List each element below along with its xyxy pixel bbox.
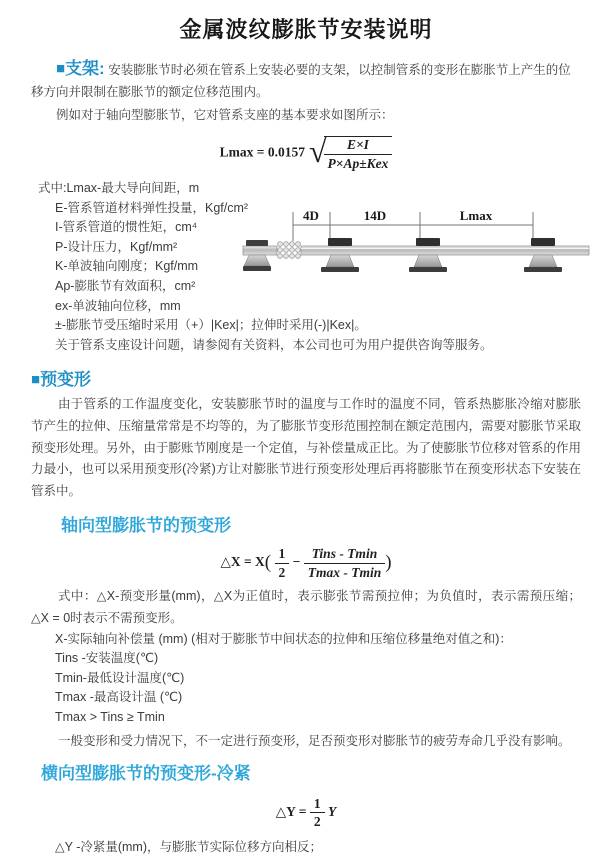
fraction-denominator: Tmax - Tmin — [307, 564, 382, 580]
preform-body-text: 由于管系的工作温度变化，安装膨胀节时的温度与工作时的温度不同，管系热膨胀冷缩对膨胀节产生的拉伸、压缩量常常是不均等的，为了膨胀节变形范围控制在额定范围内，需要对膨胀节采取预变形处理。另外，由于膨账节刚度是一个定值，与补偿量成正比。为了使膨胀节位移对管系的作用力最小，也可以采用预变形(冷紧)方让对膨胀节进行预变形处理后再将膨胀节在预变形状态下安装在管系中。 — [31, 397, 582, 498]
axial-explain-text: 式中：△X-预变形量(mm)，△X为正值时，表示膨张节需预拉伸；为负值时，表示需预压缩；△X = 0时表示不需预变形。 — [31, 589, 581, 625]
variable-item: E-管系管道材料弹性投量，Kgf/cm² — [55, 200, 249, 215]
radical-sign: √ — [308, 133, 327, 169]
lmax-formula-fraction — [324, 136, 393, 171]
temp-line: Tmax -最高设计温 (℃) — [55, 690, 183, 705]
lmax-formula-lhs: Lmax = 0.0157 — [219, 144, 305, 160]
fraction-numerator: Tins - Tmin — [304, 546, 386, 564]
pipe-support-diagram-svg — [243, 203, 595, 305]
variable-item: ±-膨胀节受压缩时采用（+）|Kex|；拉伸时采用(-)|Kex|。 — [55, 318, 367, 333]
pipe — [301, 246, 589, 255]
close-paren: ) — [385, 552, 392, 574]
lateral-preform-heading: 横向型膨胀节的预变形-冷紧 — [41, 763, 251, 783]
variable-item: I-管系管道的惯性矩，cm⁴ — [55, 220, 198, 235]
support-intro-paragraph — [31, 58, 581, 103]
lateral-formula-rhs: Y — [327, 803, 337, 819]
dim-label-4d: 4D — [303, 208, 319, 223]
fraction-numerator: 1 — [275, 546, 290, 564]
variable-list-head: 式中:Lmax-最大导向间距，m — [38, 181, 200, 195]
document-page — [0, 13, 600, 854]
dimension-lines — [293, 212, 533, 241]
variable-item: Ap-膨胀节有效面积，cm² — [55, 278, 196, 293]
variable-item: ex-单波轴向位移，mm — [55, 298, 181, 313]
page-title: 金属波纹膨胀节安装说明 — [179, 17, 433, 42]
anchor-support — [243, 240, 277, 271]
axial-note-text: 一般变形和受力情况下，不一定进行预变形，足否预变形对膨胀节的疲劳寿命几乎没有影响。 — [58, 733, 571, 748]
open-paren: ( — [264, 552, 272, 574]
minus-sign: − — [292, 554, 301, 570]
support-section-label: 支架: — [65, 59, 105, 78]
dim-label-14d: 14D — [363, 208, 387, 223]
support-intro-text: 安装膨胀节时必须在管系上安装必要的支架，以控制管系的变形在膨胀节上产生的位移方向并限制在膨胀节的额定位移范围内。 — [31, 63, 571, 99]
temp-line: Tmin-最低设计温度(℃) — [55, 670, 185, 685]
variable-item: K-单波轴向刚度；Kgf/mm — [55, 259, 199, 274]
lmax-formula — [31, 135, 581, 172]
dim-label-lmax: Lmax — [459, 208, 493, 223]
variable-item: P-设计压力，Kgf/mm² — [55, 239, 178, 254]
preform-section-heading — [31, 365, 581, 390]
x-definition-line: X-实际轴向补偿量 (mm) (相对于膨胀节中间状态的拉伸和压缩位移量绝对值之和)： — [55, 631, 512, 646]
fraction-denominator: 2 — [313, 814, 321, 830]
lateral-formula-lhs: △Y = — [275, 803, 307, 819]
lateral-preform-formula — [31, 796, 581, 830]
axial-preform-heading: 轴向型膨胀节的预变形 — [61, 516, 231, 536]
half-fraction — [275, 546, 290, 580]
y-definition-line: △Y -冷紧量(mm)，与膨胀节实际位移方向相反； — [55, 839, 323, 854]
fraction-numerator: 1 — [310, 796, 325, 814]
variable-item: 关于管系支座设计问题，请参阅有关资料，本公司也可为用户提供咨询等服务。 — [55, 337, 493, 352]
axial-formula-lhs: △X = X — [220, 554, 265, 570]
section-marker-icon: ■ — [56, 60, 66, 77]
axial-preform-formula — [31, 546, 581, 580]
section-marker-icon: ■ — [31, 371, 41, 389]
temperature-fraction — [304, 546, 386, 580]
fraction-denominator: 2 — [278, 564, 286, 580]
half-fraction — [310, 796, 325, 830]
preform-section-label: 预变形 — [40, 370, 92, 390]
pipe-support-diagram — [243, 203, 595, 305]
support-example-text: 例如对于轴向型膨胀节，它对管系支座的基本要求如图所示： — [56, 108, 394, 122]
temp-line: Tins -安装温度(℃) — [55, 651, 159, 666]
temp-line: Tmax > Tins ≥ Tmin — [55, 709, 165, 724]
fraction-denominator: P×Ap±Kex — [327, 155, 389, 171]
bellows-icon — [278, 242, 301, 259]
fraction-numerator: E×I — [324, 137, 393, 155]
